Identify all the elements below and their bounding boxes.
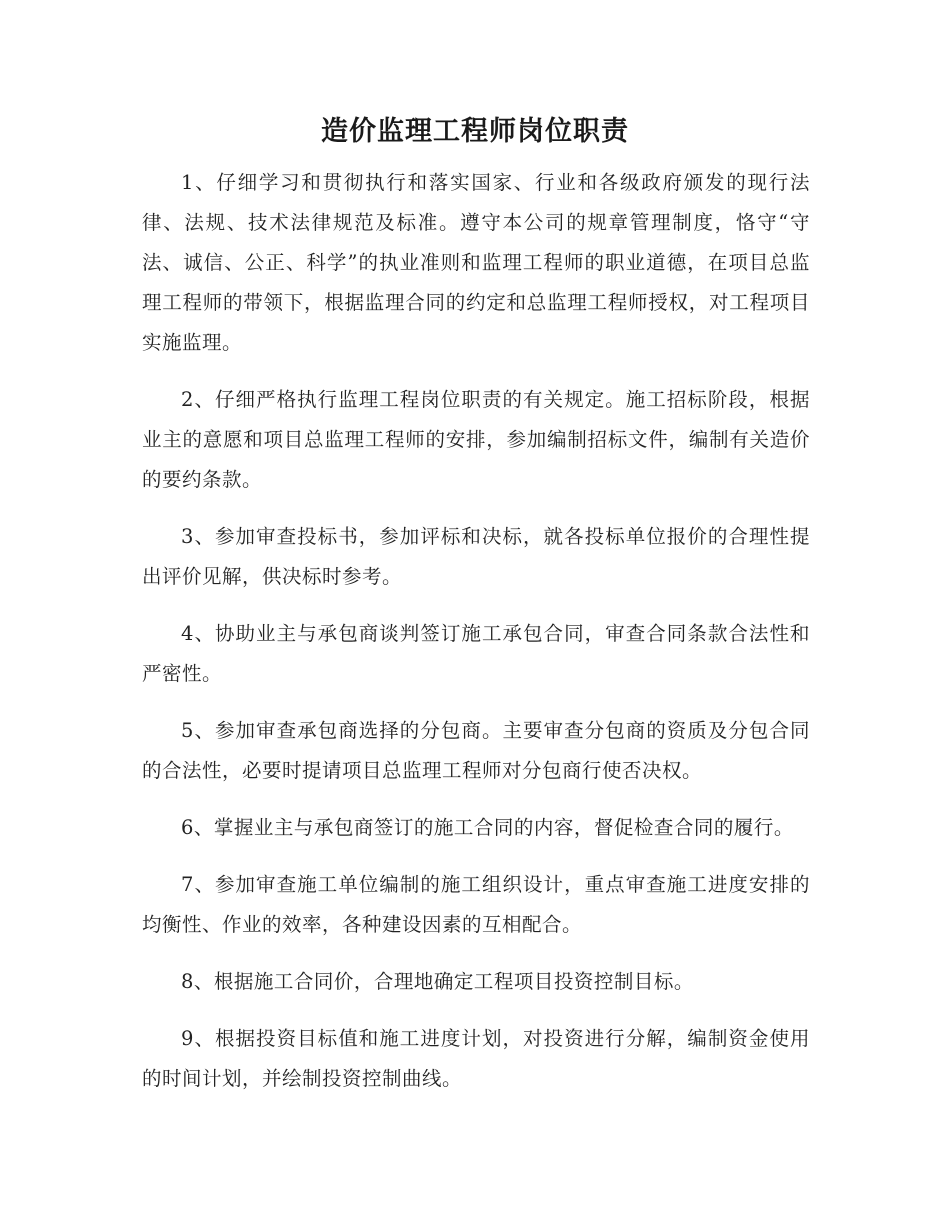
duty-item-8: 8、根据施工合同价，合理地确定工程项目投资控制目标。 — [181, 970, 694, 993]
duty-item-9: 9、根据投资目标值和施工进度计划，对投资进行分解，编制资金使用的时间计划，并绘制投资控制曲线。 — [142, 1027, 810, 1090]
duty-item-3: 3、参加审查投标书，参加评标和决标，就各投标单位报价的合理性提出评价见解，供决标时参考。 — [142, 525, 810, 588]
duty-item-6: 6、掌握业主与承包商签订的施工合同的内容，督促检查合同的履行。 — [181, 816, 794, 839]
duty-item-4: 4、协助业主与承包商谈判签订施工承包合同，审查合同条款合法性和严密性。 — [142, 622, 810, 685]
duty-item-5: 5、参加审查承包商选择的分包商。主要审查分包商的资质及分包合同的合法性，必要时提请项目总监理工程师对分包商行使否决权。 — [142, 719, 810, 782]
duty-item-1: 1、仔细学习和贯彻执行和落实国家、行业和各级政府颁发的现行法律、法规、技术法律规范及标准。遵守本公司的规章管理制度，恪守“守法、诚信、公正、科学”的执业准则和监理工程师的职业道德，在项目总监理工程师的带领下，根据监理合同的约定和总监理工程师授权，对工程项目实施监理。 — [142, 171, 810, 354]
duty-item-7: 7、参加审查施工单位编制的施工组织设计，重点审查施工进度安排的均衡性、作业的效率，各种建设因素的互相配合。 — [142, 873, 810, 936]
document-title: 造价监理工程师岗位职责 — [321, 116, 629, 147]
document-body — [142, 163, 810, 1116]
duty-item-2: 2、仔细严格执行监理工程岗位职责的有关规定。施工招标阶段，根据业主的意愿和项目总监理工程师的安排，参加编制招标文件，编制有关造价的要约条款。 — [142, 388, 810, 491]
